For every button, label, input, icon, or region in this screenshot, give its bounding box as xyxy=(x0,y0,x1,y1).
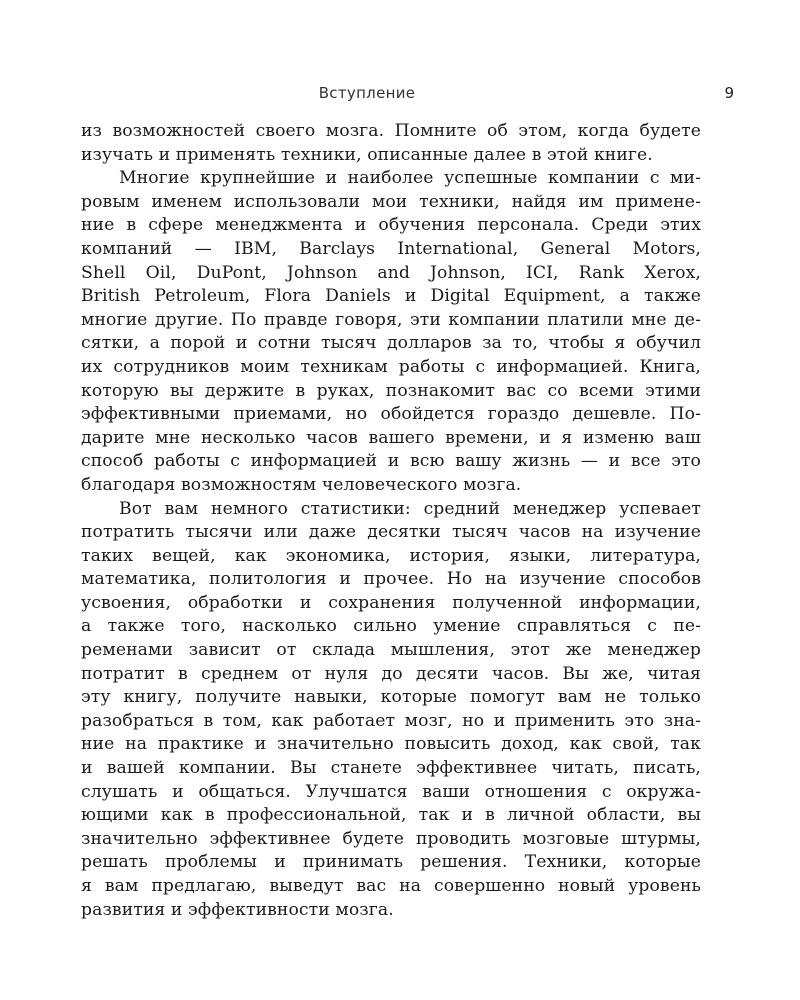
text-line: таких вещей, как экономика, история, языки, литература, xyxy=(81,545,701,566)
text-line: из возможностей своего мозга. Помните об этом, когда будете xyxy=(81,121,701,141)
text-line: ние в сфере менеджмента и обучения персонала. Среди этих xyxy=(81,215,701,236)
text-line: многие другие. По правде говоря, эти компании платили мне де- xyxy=(81,309,701,330)
text-line: значительно эффективнее будете проводить мозговые штурмы, xyxy=(81,828,701,849)
text-line: их сотрудников моим техникам работы с информацией. Книга, xyxy=(81,356,701,377)
text-line: развития и эффективности мозга. xyxy=(81,899,394,920)
text-line: математика, политология и прочее. Но на изучение способов xyxy=(81,569,701,590)
text-line: эффективными приемами, но обойдется гораздо дешевле. По- xyxy=(81,404,701,425)
text-line: ющими как в профессиональной, так и в личной области, вы xyxy=(81,805,701,826)
text-line: Вот вам немного статистики: средний менеджер успевает xyxy=(119,498,701,519)
text-line: усвоения, обработки и сохранения полученной информации, xyxy=(81,592,701,613)
text-line: British Petroleum, Flora Daniels и Digital Equipment, а также xyxy=(81,286,701,307)
text-line: сятки, а порой и сотни тысяч долларов за то, чтобы я обучил xyxy=(81,333,701,354)
text-line: слушать и общаться. Улучшатся ваши отношения с окружа- xyxy=(81,781,701,802)
text-line: я вам предлагаю, выведут вас на совершенно новый уровень xyxy=(81,876,701,896)
text-line: которую вы держите в руках, познакомит вас со всеми этими xyxy=(81,380,701,401)
running-head xyxy=(0,84,734,106)
text-line: Shell Oil, DuPont, Johnson and Johnson, ICI, Rank Xerox, xyxy=(81,262,701,283)
text-line: дарите мне несколько часов вашего времени, и я изменю ваш xyxy=(81,427,701,448)
text-line: решать проблемы и принимать решения. Техники, которые xyxy=(81,852,701,873)
text-line: способ работы с информацией и всю вашу жизнь — и все это xyxy=(81,451,701,472)
text-line: Многие крупнейшие и наиболее успешные компании с ми- xyxy=(119,168,701,189)
text-line: изучать и применять техники, описанные далее в этой книге. xyxy=(81,144,653,165)
body-text xyxy=(81,120,701,922)
page-number: 9 xyxy=(724,84,734,102)
text-line: потратить тысячи или даже десятки тысяч часов на изучение xyxy=(81,522,701,543)
text-line: а также того, насколько сильно умение справляться с пе- xyxy=(81,616,701,637)
text-line: ровым именем использовали мои техники, найдя им примене- xyxy=(81,191,701,212)
text-line: разобраться в том, как работает мозг, но и применить это зна- xyxy=(81,710,701,731)
text-line: ние на практике и значительно повысить доход, как свой, так xyxy=(81,734,701,755)
text-line: ременами зависит от склада мышления, этот же менеджер xyxy=(81,640,701,661)
text-line: благодаря возможностям человеческого мозга. xyxy=(81,474,522,495)
text-line: потратит в среднем от нуля до десяти часов. Вы же, читая xyxy=(81,663,701,684)
text-line: компаний — IBM, Barclays International, General Motors, xyxy=(81,238,701,259)
text-line: эту книгу, получите навыки, которые помогут вам не только xyxy=(81,687,701,708)
text-line: и вашей компании. Вы станете эффективнее читать, писать, xyxy=(81,758,701,779)
running-title: Вступление xyxy=(318,84,416,102)
